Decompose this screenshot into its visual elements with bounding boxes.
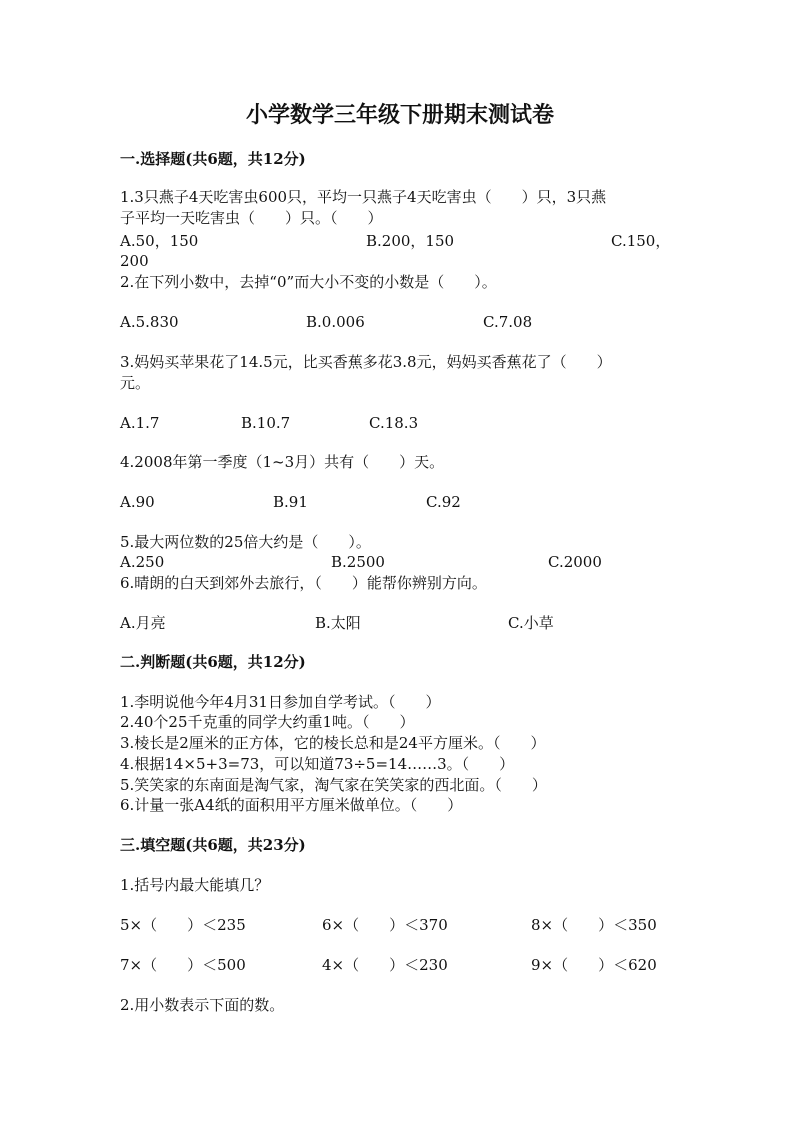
question-text: 5.最大两位数的25倍大约是（ ）。 bbox=[120, 533, 371, 551]
equation-item: 6×（ ）＜370 bbox=[322, 916, 448, 934]
section-heading-judgement: 二.判断题(共6题，共12分) bbox=[120, 653, 306, 671]
option-b: B.0.006 bbox=[306, 313, 365, 331]
option-a: A.1.7 bbox=[120, 414, 160, 432]
page-title: 小学数学三年级下册期末测试卷 bbox=[245, 102, 554, 128]
question-text: 1.3只燕子4天吃害虫600只，平均一只燕子4天吃害虫（ ）只，3只燕 bbox=[120, 188, 607, 206]
option-b: B.200，150 bbox=[366, 232, 455, 250]
list-item: 5.笑笑家的东南面是淘气家，淘气家在笑笑家的西北面。（ ） bbox=[120, 776, 547, 794]
option-c: C.7.08 bbox=[483, 313, 533, 331]
option-a: A.5.830 bbox=[120, 313, 179, 331]
equation-item: 7×（ ）＜500 bbox=[120, 956, 246, 974]
question-text: 2.用小数表示下面的数。 bbox=[120, 996, 285, 1014]
equation-item: 5×（ ）＜235 bbox=[120, 916, 246, 934]
option-b: B.91 bbox=[273, 493, 308, 511]
option-c: C.小草 bbox=[508, 614, 554, 632]
option-c-continued: 200 bbox=[120, 252, 149, 270]
equation-item: 8×（ ）＜350 bbox=[531, 916, 657, 934]
list-item: 3.棱长是2厘米的正方体，它的棱长总和是24平方厘米。（ ） bbox=[120, 734, 546, 752]
option-b: B.2500 bbox=[331, 553, 385, 571]
option-c: C.150， bbox=[611, 232, 671, 250]
question-text: 2.在下列小数中，去掉“0”而大小不变的小数是（ ）。 bbox=[120, 273, 497, 291]
question-text: 子平均一天吃害虫（ ）只。（ ） bbox=[120, 209, 383, 227]
option-b: B.10.7 bbox=[241, 414, 291, 432]
option-c: C.18.3 bbox=[369, 414, 419, 432]
option-c: C.2000 bbox=[548, 553, 602, 571]
section-heading-choice: 一.选择题(共6题，共12分) bbox=[120, 150, 306, 168]
list-item: 4.根据14×5+3=73，可以知道73÷5=14……3。（ ） bbox=[120, 755, 515, 773]
list-item: 6.计量一张A4纸的面积用平方厘米做单位。（ ） bbox=[120, 796, 463, 814]
question-text: 3.妈妈买苹果花了14.5元，比买香蕉多花3.8元，妈妈买香蕉花了（ ） bbox=[120, 353, 612, 371]
question-text: 4.2008年第一季度（1~3月）共有（ ）天。 bbox=[120, 453, 445, 471]
question-text: 1.括号内最大能填几？ bbox=[120, 876, 270, 894]
list-item: 1.李明说他今年4月31日参加自学考试。（ ） bbox=[120, 693, 441, 711]
option-c: C.92 bbox=[426, 493, 461, 511]
question-text: 6.晴朗的白天到郊外去旅行，（ ）能帮你辨别方向。 bbox=[120, 574, 487, 592]
option-a: A.月亮 bbox=[120, 614, 166, 632]
option-b: B.太阳 bbox=[315, 614, 361, 632]
equation-item: 9×（ ）＜620 bbox=[531, 956, 657, 974]
option-a: A.50，150 bbox=[120, 232, 199, 250]
section-heading-fill: 三.填空题(共6题，共23分) bbox=[120, 836, 306, 854]
question-text: 元。 bbox=[120, 374, 151, 392]
equation-item: 4×（ ）＜230 bbox=[322, 956, 448, 974]
list-item: 2.40个25千克重的同学大约重1吨。（ ） bbox=[120, 713, 415, 731]
option-a: A.90 bbox=[120, 493, 155, 511]
option-a: A.250 bbox=[120, 553, 165, 571]
